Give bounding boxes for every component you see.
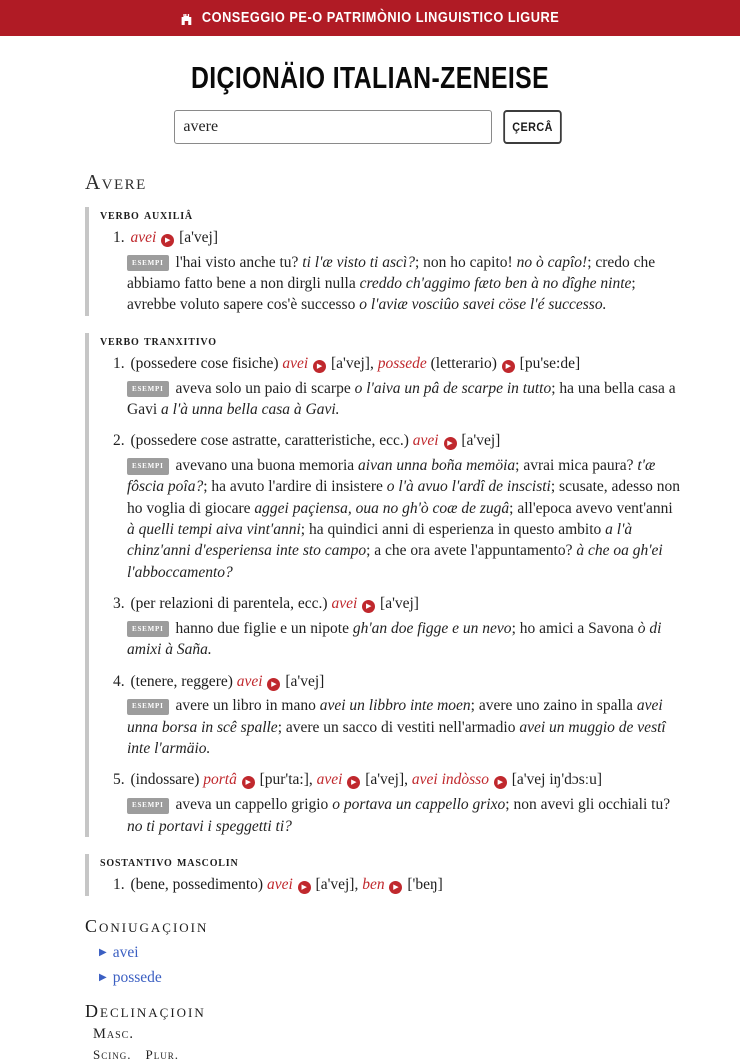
example-italian: ha quindici anni di esperienza in questo ambito xyxy=(308,521,602,539)
entry-headword: Avere xyxy=(85,170,147,194)
sense-number: 4. xyxy=(113,672,129,690)
sense-head: 1. (possedere cose fisiche) avei ▶ [a'vej], possede (letterario) ▶ [pu'se:de] xyxy=(113,354,581,372)
search-button[interactable]: ÇERCÂ xyxy=(504,110,563,144)
translation-term: avei xyxy=(236,672,263,690)
translation-term: avei xyxy=(412,432,439,450)
esempi-badge: esempi xyxy=(127,458,169,474)
translation-term: avei xyxy=(331,595,358,613)
sense-number: 2. xyxy=(113,432,129,450)
example-italian: aveva solo un paio di scarpe xyxy=(175,379,351,397)
translation-term: avei indòsso xyxy=(411,771,489,789)
sense-gloss: (possedere cose astratte, caratteristiche, ecc.) xyxy=(130,432,413,450)
dictionary-entry xyxy=(85,170,680,1063)
example-italian: non ho capito! xyxy=(423,253,513,271)
sense xyxy=(100,430,680,583)
declension-heading: Declinaçioin xyxy=(85,1000,206,1021)
sense-head: 1. (bene, possedimento) avei ▶ [a'vej], ben ▶ ['beŋ] xyxy=(113,875,443,893)
play-audio-icon[interactable]: ▶ xyxy=(242,776,255,789)
translation-term: possede xyxy=(377,354,427,372)
examples-paragraph: esempi aveva un cappello grigio o portava un cappello grixo; non avevi gli occhiali tu? no ti portavi i speggetti ti? xyxy=(127,796,671,835)
example-italian: avrebbe voluto sapere cos'è successo xyxy=(127,296,356,314)
esempi-badge: esempi xyxy=(127,699,169,715)
conjugation-link-item xyxy=(99,944,680,962)
pos-section xyxy=(85,333,680,837)
masthead xyxy=(0,60,740,96)
declension-col-singular: Scing. xyxy=(93,1046,132,1062)
play-audio-icon[interactable]: ▶ xyxy=(494,776,507,789)
example-italian: ha avuto l'ardire di insistere xyxy=(211,478,383,496)
sense-head xyxy=(113,430,680,452)
example-genoese: ò di amixi à Saña. xyxy=(127,619,662,659)
banner-title: CONSEGGIO PE-O PATRIMÒNIO LINGUISTICO LIGURE xyxy=(202,10,560,26)
examples-paragraph: esempi avevano una buona memoria aivan unna boña memöia; avrai mica paura? t'æ fôscia poîa?; ha avuto l'ardire di insistere o l'à avuo l'ardî de inscisti; scusate, adesso non ho voglia di giocare aggei paçiensa, oua no gh'ò coæ de zugâ; all'epoca avevo vent'anni à quelli tempi aiva vint'anni; ha quindici anni di esperienza in questo ambito a l'à chinz'anni d'esperiensa inte sto campo; a che ora avete l'appuntamento? à che oa gh'ei l'abboccamento? xyxy=(127,456,681,581)
example-genoese: avei unna borsa in scê spalle xyxy=(127,697,663,736)
example-genoese: aivan unna boña memöia xyxy=(358,456,516,474)
ipa-transcription: [pur'ta:] xyxy=(255,771,309,789)
play-audio-icon[interactable]: ▶ xyxy=(502,360,515,373)
sense-gloss: (bene, possedimento) xyxy=(130,875,267,893)
example-italian: avevano una buona memoria xyxy=(175,456,355,474)
conjugation-link[interactable]: possede xyxy=(112,968,162,986)
pos-heading: verbo auxiliâ xyxy=(100,207,193,223)
translation-term: avei xyxy=(316,771,343,789)
translation-term: ben xyxy=(362,875,385,893)
esempi-badge: esempi xyxy=(127,621,169,637)
example-italian: avere un libro in mano xyxy=(175,697,316,715)
example-italian: aveva un cappello grigio xyxy=(175,796,329,814)
conjugation-links xyxy=(99,944,680,987)
sense xyxy=(100,593,680,660)
example-italian: a che ora avete l'appuntamento? xyxy=(374,542,573,560)
search-input[interactable] xyxy=(174,110,492,144)
play-audio-icon[interactable]: ▶ xyxy=(362,600,375,613)
conjugation-heading: Coniugaçioin xyxy=(85,915,209,936)
top-banner xyxy=(0,0,740,36)
esempi-badge: esempi xyxy=(127,798,169,814)
example-genoese: o l'à avuo l'ardî de inscisti xyxy=(386,478,551,496)
declension-columns xyxy=(93,1047,680,1063)
example-genoese: o portava un cappello grixo xyxy=(332,796,506,814)
sense-number: 1. xyxy=(113,354,129,372)
example-genoese: ti l'æ visto ti ascì? xyxy=(302,253,415,271)
play-audio-icon[interactable]: ▶ xyxy=(161,234,174,247)
ipa-transcription: [a'vej] xyxy=(457,432,501,450)
sense xyxy=(100,353,680,420)
entry-sections xyxy=(85,207,680,896)
sense-number: 5. xyxy=(113,771,129,789)
example-italian: scusate, adesso non ho voglia di giocare xyxy=(127,478,681,517)
banner-inner xyxy=(180,10,559,26)
ipa-transcription: [a'vej] xyxy=(311,875,355,893)
example-italian: non avevi gli occhiali tu? xyxy=(513,796,671,814)
sense-gloss: (per relazioni di parentela, ecc.) xyxy=(130,595,332,613)
ipa-transcription: [a'vej iŋ'dɔsːu] xyxy=(507,771,602,789)
play-audio-icon[interactable]: ▶ xyxy=(444,437,457,450)
translation-term: avei xyxy=(282,354,309,372)
example-italian: ha una bella casa a Gavi xyxy=(127,379,676,418)
sense xyxy=(100,227,680,316)
search-row xyxy=(0,110,740,144)
example-italian: l'hai visto anche tu? xyxy=(175,253,299,271)
declension-col-plural: Plur. xyxy=(145,1046,179,1062)
examples-paragraph: esempi avere un libro in mano avei un libbro inte moen; avere uno zaino in spalla avei unna borsa in scê spalle; avere un sacco di vestiti nell'armadio avei un muggio de vestî inte l'armäio. xyxy=(127,697,666,758)
conjugation-link-item xyxy=(99,969,680,987)
play-audio-icon[interactable]: ▶ xyxy=(347,776,360,789)
example-genoese: avei un libbro inte moen xyxy=(319,697,471,715)
pos-section xyxy=(85,207,680,316)
play-audio-icon[interactable]: ▶ xyxy=(267,678,280,691)
example-genoese: creddo ch'aggimo fæto ben à no dîghe ninte xyxy=(359,275,632,293)
translation-note: (letterario) xyxy=(426,354,497,372)
example-italian: ho amici a Savona xyxy=(519,619,634,637)
ipa-transcription: [a'vej] xyxy=(376,595,419,613)
sense-number: 3. xyxy=(113,595,129,613)
translation-term: avei xyxy=(266,875,293,893)
sense-number: 1. xyxy=(113,229,129,246)
example-genoese: à quelli tempi aiva vint'anni xyxy=(127,521,301,539)
page-title: DIÇIONÄIO ITALIAN-ZENEISE xyxy=(190,60,550,95)
ipa-transcription: [a'vej] xyxy=(175,229,219,246)
sense-gloss: (indossare) xyxy=(130,771,204,789)
declension-gender-label: Masc. xyxy=(93,1025,134,1042)
play-audio-icon[interactable]: ▶ xyxy=(313,360,326,373)
example-genoese: a l'à unna bella casa à Gavi. xyxy=(161,400,340,418)
sense-gloss: (possedere cose fisiche) xyxy=(130,354,283,372)
esempi-badge: esempi xyxy=(127,255,169,271)
example-genoese: avei un muggio de vestî inte l'armäio. xyxy=(127,718,666,758)
example-genoese: o l'aiva un pâ de scarpe in tutto xyxy=(354,379,552,397)
example-italian: all'epoca avevo vent'anni xyxy=(517,499,673,517)
play-audio-icon[interactable]: ▶ xyxy=(298,881,311,894)
example-genoese: gh'an doe figge e un nevo xyxy=(352,619,512,637)
example-italian: avere uno zaino in spalla xyxy=(478,697,633,715)
examples-paragraph: esempi l'hai visto anche tu? ti l'æ visto ti ascì?; non ho capito! no ò capîo!; credo che abbiamo fatto bene a non dirgli nulla creddo ch'aggimo fæto ben à no dîghe ninte; avrebbe voluto sapere cos'è successo o l'aviæ vosciûo savei cöse l'é successo. xyxy=(127,253,656,314)
example-genoese: no ò capîo! xyxy=(516,253,588,271)
ipa-transcription: [a'vej] xyxy=(327,354,370,372)
example-genoese: a l'à chinz'anni d'esperiensa inte sto campo xyxy=(127,521,633,560)
sense-head xyxy=(113,671,680,693)
pos-heading: verbo tranxitivo xyxy=(100,332,217,349)
translation-term: portâ xyxy=(203,771,237,789)
example-italian: avrai mica paura? xyxy=(523,456,634,474)
sense-head xyxy=(113,593,680,615)
example-italian: credo che abbiamo fatto bene a non dirgli nulla xyxy=(127,253,656,293)
institution-building-icon xyxy=(180,11,193,26)
sense xyxy=(100,874,680,896)
ipa-transcription: ['beŋ] xyxy=(403,875,443,893)
sense-gloss: (tenere, reggere) xyxy=(130,672,237,690)
example-genoese: aggei paçiensa, oua no gh'ò coæ de zugâ xyxy=(254,499,510,517)
ipa-transcription: [a'vej] xyxy=(361,771,405,789)
examples-paragraph: esempi aveva solo un paio di scarpe o l'aiva un pâ de scarpe in tutto; ha una bella casa a Gavi a l'à unna bella casa à Gavi. xyxy=(127,379,676,418)
esempi-badge: esempi xyxy=(127,381,169,397)
sense-number: 1. xyxy=(113,875,129,893)
link-arrow-icon: ▶ xyxy=(99,946,107,958)
sense xyxy=(100,769,680,836)
sense-head xyxy=(113,227,680,249)
pos-heading: sostantivo mascolin xyxy=(100,853,239,870)
ipa-transcription: [pu'se:de] xyxy=(515,354,581,372)
example-italian: hanno due figlie e un nipote xyxy=(175,619,349,637)
play-audio-icon[interactable]: ▶ xyxy=(389,881,402,894)
examples-paragraph: esempi hanno due figlie e un nipote gh'an doe figge e un nevo; ho amici a Savona ò di amixi à Saña. xyxy=(127,619,662,659)
ipa-transcription: [a'vej] xyxy=(281,672,325,690)
link-arrow-icon: ▶ xyxy=(99,971,107,983)
example-genoese: no ti portavi i speggetti ti? xyxy=(127,817,292,835)
example-genoese: à che oa gh'ei l'abboccamento? xyxy=(127,542,663,581)
translation-term: avei xyxy=(130,229,157,246)
example-genoese: o l'aviæ vosciûo savei cöse l'é successo. xyxy=(359,296,607,314)
sense-head: 5. (indossare) portâ ▶ [pur'ta:], avei ▶ [a'vej], avei indòsso ▶ [a'vej iŋ'dɔsːu] xyxy=(113,771,602,789)
example-genoese: t'æ fôscia poîa? xyxy=(127,456,656,496)
pos-section xyxy=(85,854,680,896)
conjugation-link[interactable]: avei xyxy=(112,943,139,961)
sense xyxy=(100,671,680,760)
example-italian: avere un sacco di vestiti nell'armadio xyxy=(285,718,516,736)
